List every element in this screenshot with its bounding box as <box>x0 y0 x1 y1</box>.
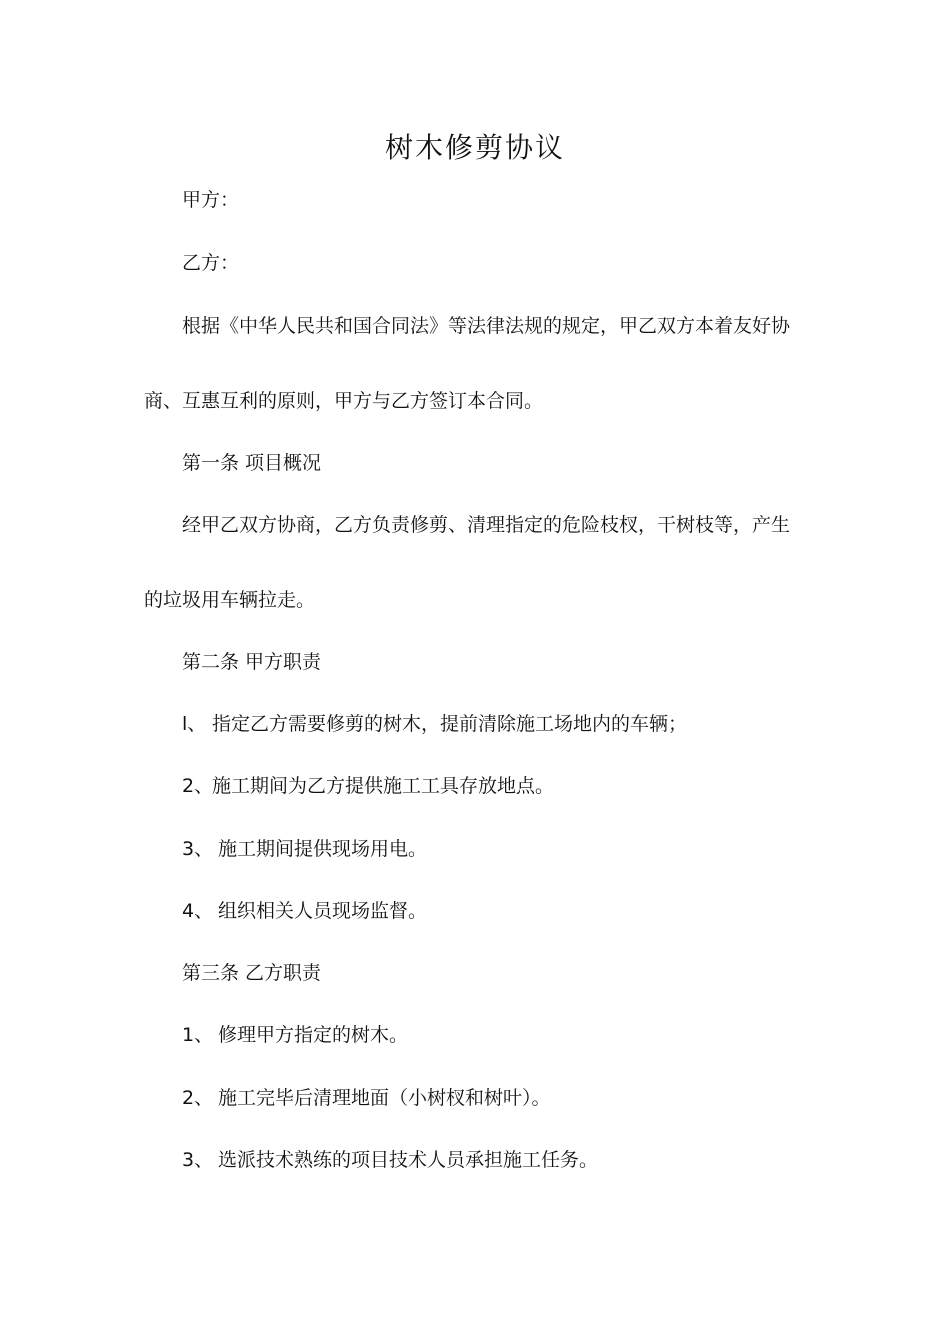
list-item-text: 施工完毕后清理地面（小树杈和树叶）。 <box>218 1087 551 1109</box>
list-item-text: 选派技术熟练的项目技术人员承担施工任务。 <box>218 1149 599 1171</box>
list-item-number: 3、 <box>182 838 214 860</box>
list-item-number: 2、 <box>182 1087 214 1109</box>
list-item <box>182 772 554 800</box>
list-item-number: 3、 <box>182 1149 214 1171</box>
party-a-label: 甲方： <box>182 189 240 211</box>
list-item <box>182 710 687 738</box>
list-item-number: l、 <box>182 713 207 735</box>
party-b-label: 乙方： <box>182 252 240 274</box>
list-item-text: 修理甲方指定的树木。 <box>218 1024 409 1046</box>
list-item-text: 施工期间提供现场用电。 <box>218 838 428 860</box>
article-1-heading: 第一条 项目概况 <box>182 452 322 474</box>
document-title: 树木修剪协议 <box>384 131 565 164</box>
article-2-heading: 第二条 甲方职责 <box>182 651 322 673</box>
list-item-number: 1、 <box>182 1024 214 1046</box>
intro-line-2: 商、互惠互利的原则，甲方与乙方签订本合同。 <box>144 390 544 412</box>
intro-line-1: 根据《中华人民共和国合同法》等法律法规的规定，甲乙双方本着友好协 <box>182 315 791 337</box>
list-item <box>182 835 427 863</box>
list-item <box>182 1146 598 1174</box>
list-item <box>182 1021 408 1049</box>
list-item-text: 指定乙方需要修剪的树木，提前清除施工场地内的车辆； <box>212 713 688 735</box>
article-3-heading: 第三条 乙方职责 <box>182 962 322 984</box>
article-1-line-2: 的垃圾用车辆拉走。 <box>144 589 316 611</box>
article-1-line-1: 经甲乙双方协商，乙方负责修剪、清理指定的危险枝杈，干树枝等，产生 <box>182 514 791 536</box>
list-item-text: 施工期间为乙方提供施工工具存放地点。 <box>212 775 555 797</box>
list-item <box>182 897 427 925</box>
list-item <box>182 1084 551 1112</box>
list-item-text: 组织相关人员现场监督。 <box>218 900 428 922</box>
list-item-number: 2、 <box>182 775 214 797</box>
list-item-number: 4、 <box>182 900 214 922</box>
